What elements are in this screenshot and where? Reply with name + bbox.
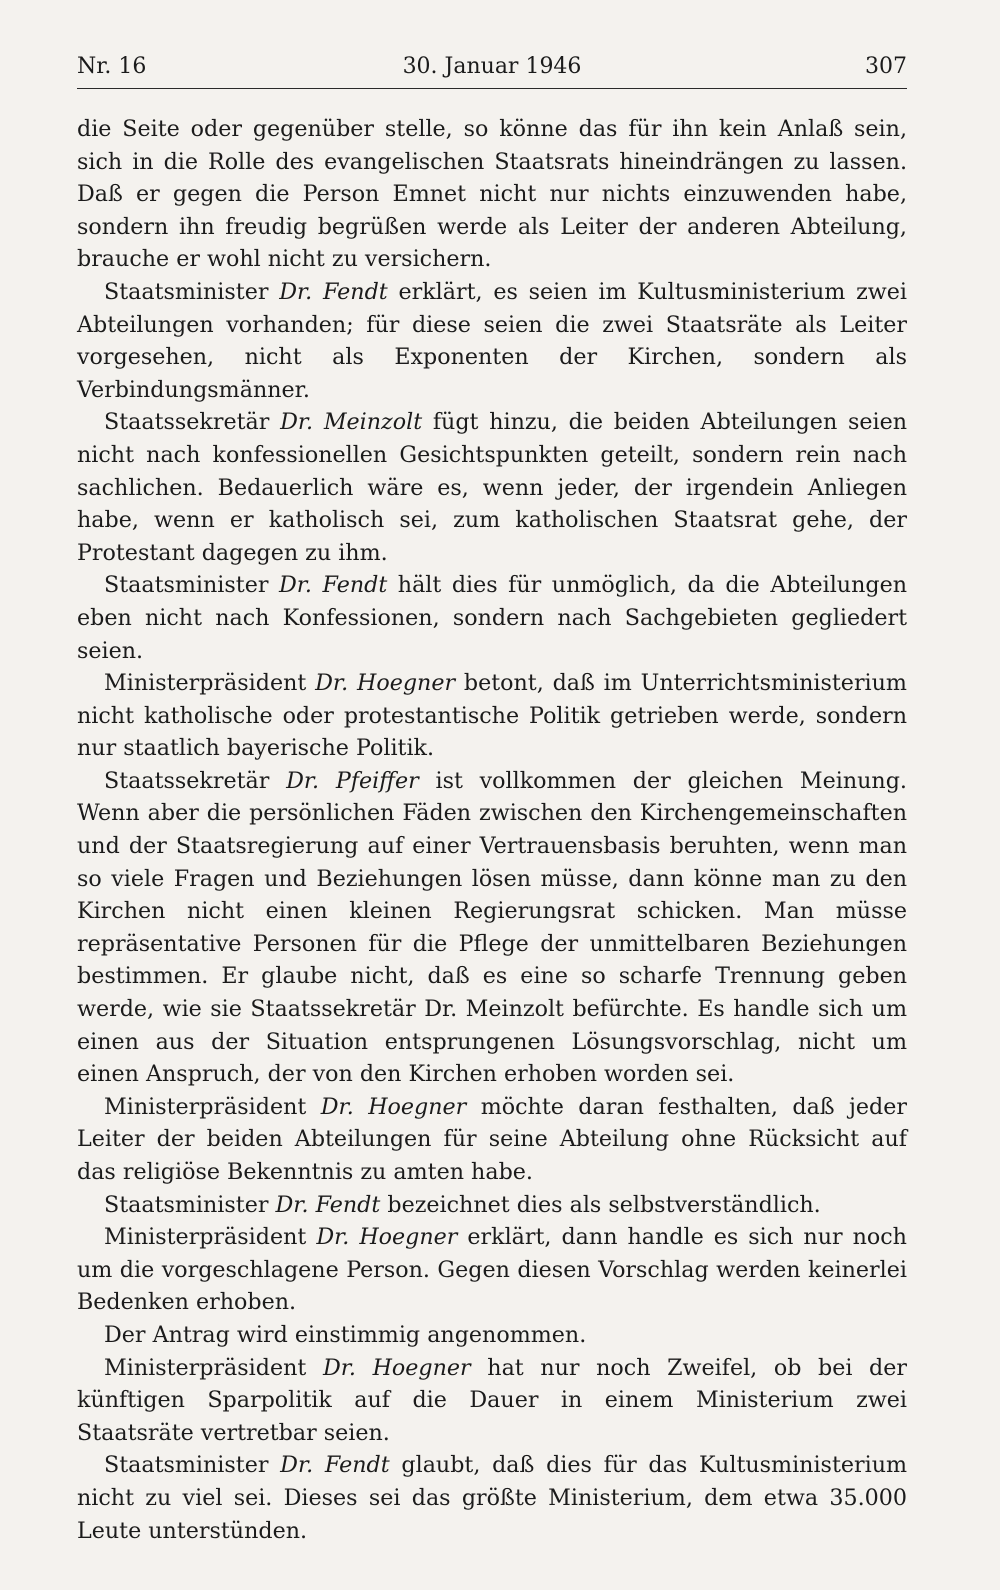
speaker-role: Ministerpräsident (104, 670, 307, 697)
speaker-title: Dr. (316, 1224, 350, 1251)
speaker-role: Staatsminister (104, 278, 269, 305)
speaker-name: Hoegner (359, 1224, 458, 1251)
paragraph-text: hat nur noch Zweifel, ob bei der künftigen Sparpolitik auf die Dauer in einem Ministerium zwei Staatsräte vertretbar seien. (77, 1354, 908, 1446)
speaker-name: Pfeiffer (335, 767, 419, 794)
paragraph-text: erklärt, es seien im Kultusministerium zwei Abteilungen vorhanden; für diese seien die zwei Staatsräte als Leiter vorgesehen, nicht als Exponenten der Kirchen, sondern als Verbindungsmänner. (77, 278, 907, 403)
paragraph (77, 1221, 907, 1319)
speaker-title: Dr. (280, 409, 314, 436)
paragraph-text: hält dies für unmöglich, da die Abteilungen eben nicht nach Konfessionen, sondern nach Sachgebieten gegliedert seien. (77, 572, 908, 664)
speaker-role: Staatsminister (104, 572, 269, 599)
paragraph-text: erklärt, dann handle es sich nur noch um die vorgeschlagene Person. Gegen diesen Vorschlag werden keinerlei Bedenken erhoben. (77, 1224, 907, 1316)
paragraph-text: bezeichnet dies als selbstverständlich. (387, 1191, 821, 1218)
speaker-name: Fendt (322, 572, 388, 599)
speaker-role: Staatssekretär (104, 767, 270, 794)
speaker-name: Hoegner (356, 670, 456, 697)
speaker-name: Meinzolt (323, 409, 423, 436)
speaker-title: Dr. (278, 572, 312, 599)
speaker-title: Dr. (286, 767, 320, 794)
speaker-name: Fendt (324, 1452, 390, 1479)
paragraph-text: Der Antrag wird einstimmig angenommen. (104, 1321, 587, 1348)
paragraph (77, 765, 907, 1091)
paragraph (77, 1189, 907, 1222)
paragraph (77, 1091, 907, 1189)
paragraph (77, 113, 907, 276)
speaker-title: Dr. (322, 1354, 356, 1381)
paragraph (77, 1449, 907, 1547)
speaker-title: Dr. (280, 1452, 314, 1479)
speaker-name: Fendt (315, 1191, 381, 1218)
speaker-title: Dr. (279, 278, 313, 305)
page-header (77, 52, 907, 89)
paragraph (77, 1319, 907, 1352)
paragraph-text: möchte daran festhalten, daß jeder Leiter der beiden Abteilungen für seine Abteilung ohne Rücksicht auf das religiöse Bekenntnis zu amten habe. (77, 1093, 907, 1185)
paragraph-text: betont, daß im Unterrichtsministerium nicht katholische oder protestantische Politik getrieben werde, sondern nur staatlich bayerische Politik. (77, 670, 907, 762)
speaker-title: Dr. (320, 1093, 354, 1120)
speaker-role: Ministerpräsident (104, 1093, 307, 1120)
paragraph (77, 276, 907, 406)
paragraph-text: glaubt, daß dies für das Kultusministerium nicht zu viel sei. Dieses sei das größte Ministerium, dem etwa 35.000 Leute unterstünden. (77, 1452, 908, 1544)
document-body (77, 113, 907, 1547)
paragraph (77, 667, 907, 765)
paragraph-text: fügt hinzu, die beiden Abteilungen seien nicht nach konfessionellen Gesichtspunkten geteilt, sondern rein nach sachlichen. Bedauerlich wäre es, wenn jeder, der irgendein Anliegen habe, wenn er katholisch sei, zum katholischen Staatsrat gehe, der Protestant dagegen zu ihm. (77, 409, 907, 566)
paragraph (77, 1352, 907, 1450)
speaker-role: Ministerpräsident (104, 1224, 307, 1251)
speaker-role: Ministerpräsident (104, 1354, 307, 1381)
paragraph (77, 569, 907, 667)
paragraph-text: ist vollkommen der gleichen Meinung. Wenn aber die persönlichen Fäden zwischen den Kirchengemeinschaften und der Staatsregierung auf einer Vertrauensbasis beruhten, wenn man so viele Fragen und Beziehungen lösen müsse, dann könne man zu den Kirchen nicht einen kleinen Regierungsrat schicken. Man müsse repräsentative Personen für die Pflege der unmittelbaren Beziehungen bestimmen. Er glaube nicht, daß es eine so scharfe Trennung geben werde, wie sie Staatssekretär Dr. Meinzolt befürchte. Es handle sich um einen aus der Situation entsprungenen Lösungsvorschlag, nicht um einen Anspruch, der von den Kirchen erhoben worden sei. (77, 767, 907, 1088)
speaker-role: Staatssekretär (104, 409, 270, 436)
speaker-role: Staatsminister (104, 1191, 269, 1218)
speaker-title: Dr. (275, 1191, 309, 1218)
speaker-name: Hoegner (368, 1093, 467, 1120)
paragraph (77, 406, 907, 569)
header-issue-number: Nr. 16 (77, 54, 147, 79)
speaker-title: Dr. (315, 670, 349, 697)
speaker-name: Fendt (322, 278, 388, 305)
speaker-role: Staatsminister (104, 1452, 269, 1479)
paragraph-text: die Seite oder gegenüber stelle, so könne das für ihn kein Anlaß sein, sich in die Rolle des evangelischen Staatsrats hineindrängen zu lassen. Daß er gegen die Person Emnet nicht nur nichts einzuwenden habe, sondern ihn freudig begrüßen werde als Leiter der anderen Abteilung, brauche er wohl nicht zu versichern. (77, 116, 907, 273)
header-page-number: 307 (865, 54, 907, 79)
speaker-name: Hoegner (372, 1354, 471, 1381)
header-date: 30. Januar 1946 (402, 54, 582, 79)
